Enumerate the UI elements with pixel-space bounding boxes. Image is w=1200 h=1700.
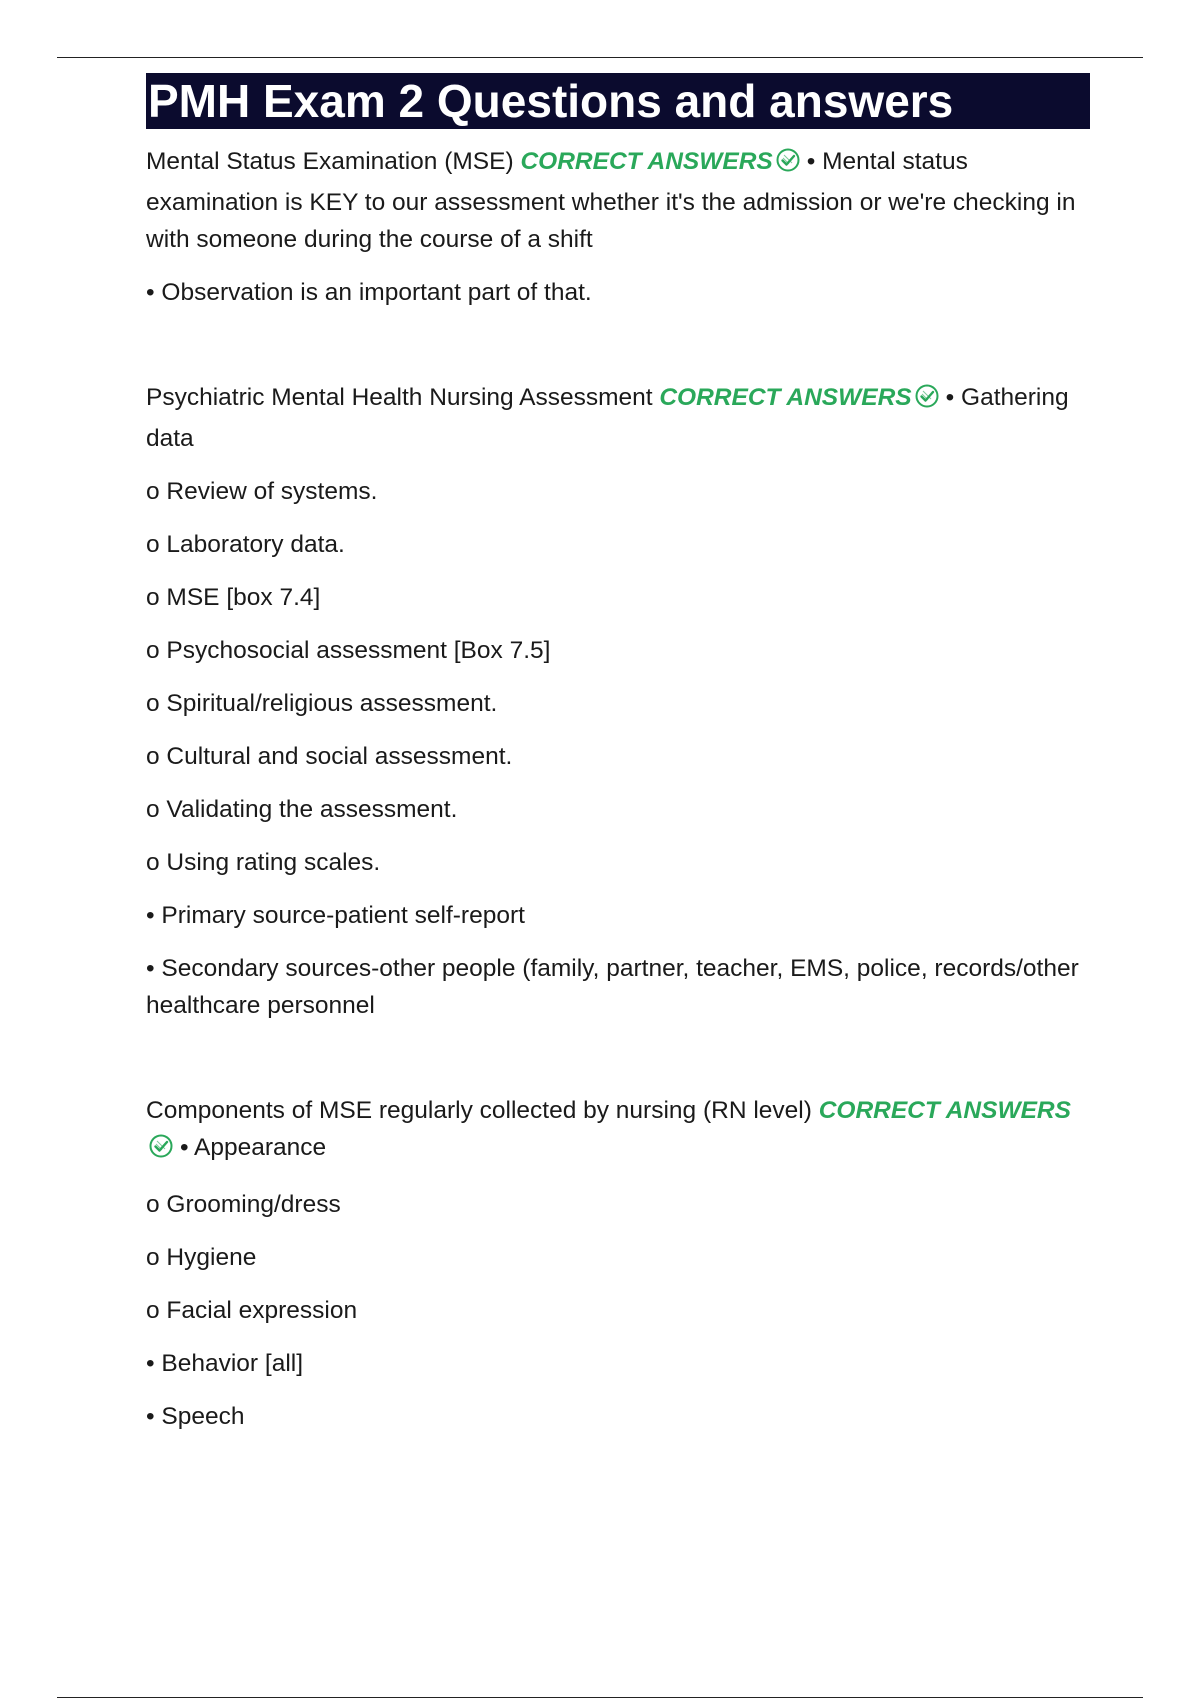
answer-text: • Appearance bbox=[180, 1134, 327, 1161]
qa-section bbox=[146, 379, 1090, 1024]
answer-line: o Using rating scales. bbox=[146, 849, 381, 876]
answer-text: • Mental status examination is KEY to our assessment whether it's the admission or we're checking in with someone during the course of a shift bbox=[146, 148, 1076, 253]
section-gap bbox=[146, 1040, 1090, 1092]
page-title: PMH Exam 2 Questions and answers bbox=[146, 73, 1090, 129]
check-badge-icon bbox=[914, 383, 940, 420]
document-body bbox=[146, 73, 1090, 1451]
correct-answers-tag: CORRECT ANSWERS bbox=[659, 384, 912, 411]
question-paragraph bbox=[146, 379, 1090, 457]
answer-line: o Facial expression bbox=[146, 1297, 358, 1324]
answer-line: o Hygiene bbox=[146, 1244, 257, 1271]
answer-line: o Spiritual/religious assessment. bbox=[146, 690, 498, 717]
answer-line: o Psychosocial assessment [Box 7.5] bbox=[146, 637, 551, 664]
question-paragraph bbox=[146, 143, 1090, 258]
correct-answers-tag: CORRECT ANSWERS bbox=[520, 148, 773, 175]
answer-line: o Cultural and social assessment. bbox=[146, 743, 513, 770]
answer-line: o Laboratory data. bbox=[146, 531, 345, 558]
question-text: Mental Status Examination (MSE) bbox=[146, 148, 514, 175]
section-gap bbox=[146, 327, 1090, 379]
qa-list bbox=[146, 143, 1090, 1435]
answer-line: • Observation is an important part of that. bbox=[146, 279, 592, 306]
question-text: Components of MSE regularly collected by nursing (RN level) bbox=[146, 1097, 812, 1124]
answer-line: • Secondary sources-other people (family, partner, teacher, EMS, police, records/other healthcare personnel bbox=[146, 955, 1079, 1019]
check-badge-icon bbox=[775, 147, 801, 184]
qa-section bbox=[146, 1092, 1090, 1435]
answer-text: • Gathering data bbox=[146, 384, 1069, 452]
question-text: Psychiatric Mental Health Nursing Assessment bbox=[146, 384, 653, 411]
answer-line: o Validating the assessment. bbox=[146, 796, 458, 823]
answer-line: o MSE [box 7.4] bbox=[146, 584, 321, 611]
answer-line: • Primary source-patient self-report bbox=[146, 902, 525, 929]
qa-section bbox=[146, 143, 1090, 311]
top-rule bbox=[57, 57, 1143, 58]
answer-line: • Speech bbox=[146, 1403, 245, 1430]
bottom-rule bbox=[57, 1697, 1143, 1698]
correct-answers-tag: CORRECT ANSWERS bbox=[818, 1097, 1071, 1124]
answer-line: o Review of systems. bbox=[146, 478, 378, 505]
answer-line: • Behavior [all] bbox=[146, 1350, 304, 1377]
answer-line: o Grooming/dress bbox=[146, 1191, 341, 1218]
check-badge-icon bbox=[148, 1133, 174, 1170]
question-paragraph bbox=[146, 1092, 1090, 1170]
